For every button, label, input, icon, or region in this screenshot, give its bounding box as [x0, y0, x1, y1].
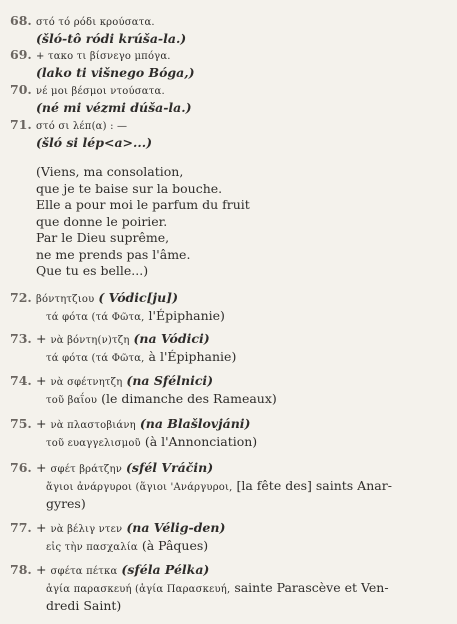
entry-76 [10, 460, 451, 512]
greek-text: στό σι λέπ(α) : — [36, 121, 128, 132]
greek-gloss: εἰς τὴν πασχαλία [46, 542, 138, 553]
greek-text: νὰ βόντη(ν)τζη [50, 335, 130, 346]
transliteration: (sféla Pélka) [121, 562, 210, 577]
entry-78 [10, 562, 451, 614]
greek-text: στό τό ρόδι κρούσατα. [36, 17, 155, 28]
transliteration: (na Sfélnici) [126, 373, 214, 388]
french-gloss: à l'Épiphanie) [144, 349, 237, 364]
greek-text: βόντητζιου [36, 294, 95, 305]
french-translation [36, 164, 250, 280]
transliteration: (na Blašlovjáni) [139, 416, 251, 431]
french-gloss: (le dimanche des Rameaux) [97, 391, 277, 406]
transliteration: (na Vélig-den) [126, 520, 226, 535]
greek-gloss: ἅγιοι ἀνάργυροι (ἅγιοι 'Ανάργυροι, [46, 482, 233, 493]
entry-number: 68. [10, 13, 32, 28]
transliteration: ( Vódic[ju]) [98, 290, 178, 305]
entry-number: 70. [10, 82, 32, 97]
greek-text: νέ μοι βέσμοι ντούσατα. [36, 86, 165, 97]
french-line: que donne le poirier. [36, 213, 168, 229]
french-line: Que tu es belle...) [36, 263, 149, 278]
transliteration: (na Vódici) [133, 331, 210, 346]
entry-number: 75. [10, 416, 32, 431]
plus-sign: + [36, 331, 47, 346]
entry-77 [10, 520, 451, 556]
plus-sign: + [36, 520, 47, 535]
greek-text: νὰ σφέτνητζη [50, 377, 123, 388]
french-gloss: (à Pâques) [137, 538, 209, 553]
entry-74 [10, 373, 451, 409]
greek-gloss: τά φότα (τά Φῶτα, [46, 312, 145, 323]
entry-number: 78. [10, 562, 32, 577]
french-gloss: (à l'Annonciation) [140, 434, 258, 449]
entry-number: 74. [10, 373, 32, 388]
greek-text: σφέτα πέτκα [50, 566, 118, 577]
transliteration: (šló-tô ródi krúša-la.) [36, 31, 187, 46]
entry-number: 76. [10, 460, 32, 475]
plus-sign: + [36, 460, 47, 475]
french-gloss: l'Épiphanie) [144, 308, 225, 323]
transliteration: (šló si lép<a>...) [36, 135, 152, 150]
french-line: Elle a pour moi le parfum du fruit [36, 197, 250, 212]
transliteration: (né mi vézmi dúša-la.) [36, 100, 192, 115]
french-line: (Viens, ma consolation, [36, 164, 184, 179]
french-gloss-continued: dredi Saint) [46, 598, 122, 613]
greek-text: νὰ πλαστοβιάνη [50, 420, 136, 431]
entry-number: 69. [10, 47, 32, 62]
greek-text: σφέτ βράτζην [50, 464, 123, 475]
entry-71 [10, 117, 451, 151]
transliteration: (sfél Vráčin) [126, 460, 214, 475]
french-gloss: [la fête des] saints Anar- [232, 478, 392, 493]
greek-text: + τακο τι βίσνεγο μπόγα. [36, 51, 171, 62]
greek-gloss: τά φότα (τά Φῶτα, [46, 353, 145, 364]
greek-gloss: τοῦ βαΐου [46, 395, 98, 406]
plus-sign: + [36, 562, 47, 577]
french-line: Par le Dieu suprême, [36, 230, 170, 245]
entry-number: 73. [10, 331, 32, 346]
plus-sign: + [36, 416, 47, 431]
french-gloss: sainte Parascève et Ven- [230, 580, 389, 595]
entry-75 [10, 416, 451, 452]
entry-68 [10, 13, 451, 47]
greek-text: νὰ βέλιγ ντεν [50, 524, 123, 535]
entry-number: 77. [10, 520, 32, 535]
entry-69 [10, 47, 451, 81]
greek-gloss: ἁγία παρασκευή (ἁγία Παρασκευή, [46, 584, 231, 595]
entry-number: 71. [10, 117, 32, 132]
french-gloss-continued: gyres) [46, 496, 86, 511]
transliteration: (lako ti višnego Bóga,) [36, 65, 195, 80]
entry-70 [10, 82, 451, 116]
french-line: ne me prends pas l'âme. [36, 246, 191, 262]
french-line: que je te baise sur la bouche. [36, 180, 223, 196]
entry-73 [10, 331, 451, 367]
greek-gloss: τοῦ ευαγγελισμοῦ [46, 438, 141, 449]
entry-number: 72. [10, 290, 32, 305]
entry-72 [10, 290, 451, 326]
plus-sign: + [36, 373, 47, 388]
